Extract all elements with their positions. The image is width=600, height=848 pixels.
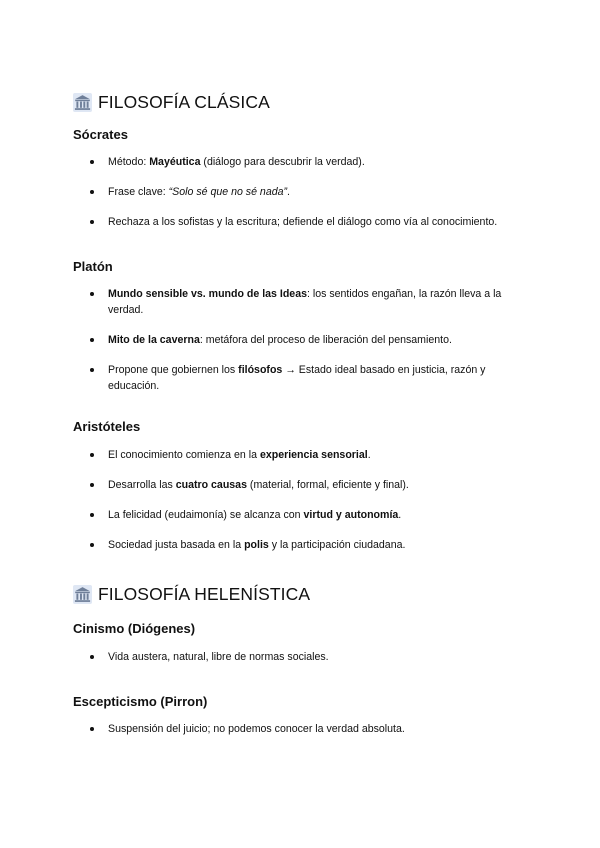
list-item: El conocimiento comienza en la experiencia sensorial. <box>73 447 533 463</box>
list-item: Suspensión del juicio; no podemos conocer la verdad absoluta. <box>73 721 533 737</box>
section-title-clasica: FILOSOFÍA CLÁSICA <box>73 92 270 113</box>
list-item: Sociedad justa basada en la polis y la participación ciudadana. <box>73 537 533 553</box>
escepticismo-list <box>73 721 533 737</box>
list-item: Mundo sensible vs. mundo de las Ideas: los sentidos engañan, la razón lleva a la verdad. <box>73 286 533 318</box>
socrates-list <box>73 154 533 230</box>
list-item: Desarrolla las cuatro causas (material, formal, eficiente y final). <box>73 477 533 493</box>
subsection-title-platon: Platón <box>73 259 113 274</box>
list-item: Rechaza a los sofistas y la escritura; defiende el diálogo como vía al conocimiento. <box>73 214 533 230</box>
list-item: La felicidad (eudaimonía) se alcanza con virtud y autonomía. <box>73 507 533 523</box>
list-item: Propone que gobiernen los filósofos → Estado ideal basado en justicia, razón y educación. <box>73 362 533 394</box>
cinismo-list <box>73 649 533 665</box>
classical-building-icon <box>73 93 92 112</box>
subsection-title-socrates: Sócrates <box>73 127 128 142</box>
list-item: Vida austera, natural, libre de normas sociales. <box>73 649 533 665</box>
section-title-helenistica: FILOSOFÍA HELENÍSTICA <box>73 584 310 605</box>
aristoteles-list <box>73 447 533 553</box>
list-item: Método: Mayéutica (diálogo para descubrir la verdad). <box>73 154 533 170</box>
platon-list <box>73 286 533 394</box>
subsection-title-escepticismo: Escepticismo (Pirron) <box>73 694 208 709</box>
subsection-title-cinismo: Cinismo (Diógenes) <box>73 621 196 636</box>
subsection-title-aristoteles: Aristóteles <box>73 419 141 434</box>
list-item: Frase clave: “Solo sé que no sé nada”. <box>73 184 533 200</box>
list-item: Mito de la caverna: metáfora del proceso de liberación del pensamiento. <box>73 332 533 348</box>
classical-building-icon <box>73 585 92 604</box>
